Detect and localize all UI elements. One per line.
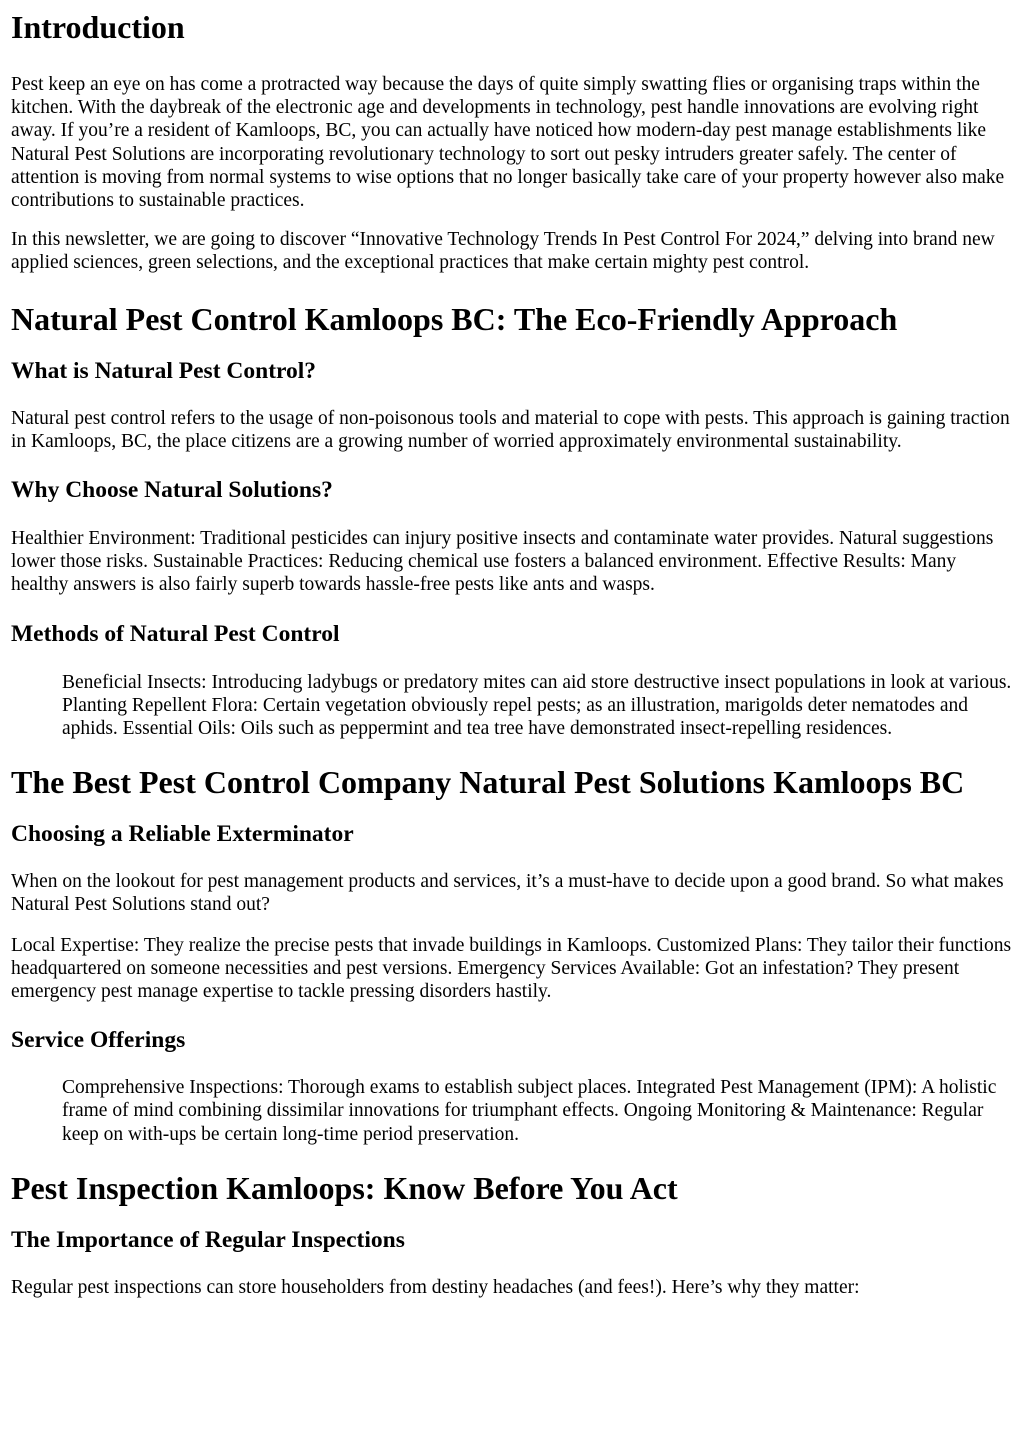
choosing-exterminator-heading: Choosing a Reliable Exterminator — [11, 821, 354, 848]
what-is-natural-pest-control-paragraph: Natural pest control refers to the usage of non-poisonous tools and material to cope with pests. This approach is gaining traction in Kamloops, BC, the place citizens are a growing number of worried approximately environmental sustainability. — [11, 407, 1010, 452]
introduction-paragraph: In this newsletter, we are going to discover “Innovative Technology Trends In Pest Control For 2024,” delving into brand new applied sciences, green selections, and the exceptional practices that make certain mighty pest control. — [11, 229, 995, 274]
what-is-natural-pest-control-heading: What is Natural Pest Control? — [11, 357, 317, 384]
introduction-heading: Introduction — [11, 9, 185, 45]
introduction-paragraph: Pest keep an eye on has come a protracted way because the days of quite simply swatting flies or organising traps within the kitchen. With the daybreak of the electronic age and developments in technology, pest handle innovations are evolving right away. If you’re a resident of Kamloops, BC, you can actually have noticed how modern-day pest manage establishments like Natural Pest Solutions are incorporating revolutionary technology to sort out pesky intruders greater safely. The center of attention is moving from normal systems to wise options that no longer basically take care of your property however also make contributions to sustainable practices. — [11, 74, 1005, 212]
choosing-exterminator-paragraph: Local Expertise: They realize the precise pests that invade buildings in Kamloops. Customized Plans: They tailor their functions headquartered on someone necessities and pest versions. Emergency Services Available: Got an infestation? They present emergency pest manage expertise to tackle pressing disorders hastily. — [11, 934, 1012, 1003]
service-offerings-blockquote: Comprehensive Inspections: Thorough exams to establish subject places. Integrated Pest Management (IPM): A holistic frame of mind combining dissimilar innovations for triumphant effects. Ongoing Monitoring & Maintenance: Regular keep on with-ups be certain long-time period preservation. — [62, 1077, 997, 1145]
pest-inspection-heading: Pest Inspection Kamloops: Know Before You Act — [11, 1169, 678, 1206]
regular-inspections-paragraph: Regular pest inspections can store householders from destiny headaches (and fees!). Here’s why they matter: — [11, 1276, 860, 1298]
choosing-exterminator-paragraph: When on the lookout for pest management products and services, it’s a must-have to decide upon a good brand. So what makes Natural Pest Solutions stand out? — [11, 871, 1004, 916]
regular-inspections-heading: The Importance of Regular Inspections — [11, 1226, 405, 1253]
best-company-heading: The Best Pest Control Company Natural Pest Solutions Kamloops BC — [11, 764, 965, 801]
methods-blockquote: Beneficial Insects: Introducing ladybugs or predatory mites can aid store destructive insect populations in look at various. Planting Repellent Flora: Certain vegetation obviously repel pests; as an illustration, marigolds deter nematodes and aphids. Essential Oils: Oils such as peppermint and tea tree have demonstrated insect-repelling residences. — [62, 671, 1012, 740]
why-choose-natural-solutions-heading: Why Choose Natural Solutions? — [11, 477, 333, 504]
why-choose-natural-solutions-paragraph: Healthier Environment: Traditional pesticides can injury positive insects and contaminate water provides. Natural suggestions lower those risks. Sustainable Practices: Reducing chemical use fosters a balanced environment. Effective Results: Many healthy answers is also fairly superb towards hassle-free pests like ants and wasps. — [11, 528, 994, 596]
natural-pest-control-heading: Natural Pest Control Kamloops BC: The Eco-Friendly Approach — [11, 300, 898, 337]
methods-heading: Methods of Natural Pest Control — [11, 620, 340, 647]
service-offerings-heading: Service Offerings — [11, 1027, 186, 1054]
